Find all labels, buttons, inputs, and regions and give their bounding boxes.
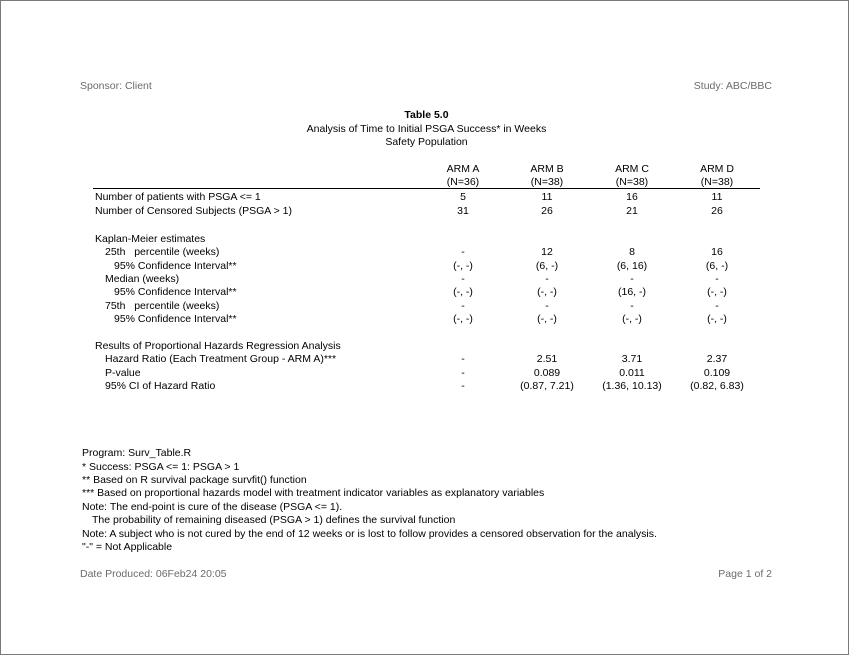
table-row [1,353,851,366]
cell-arm-a: (-, -) [453,286,473,298]
study-label: Study: ABC/BBC [693,80,772,92]
page-number: Page 1 of 2 [718,568,772,580]
cell-arm-c: (16, -) [617,286,646,298]
col-header-arm-b [507,163,587,189]
cell-arm-d: - [715,273,719,285]
cell-arm-b: (0.87, 7.21) [520,380,574,392]
col-header-n: (N=38) [530,176,564,188]
cell-arm-b: (6, -) [535,260,559,272]
row-label: Number of Censored Subjects (PSGA > 1) [95,205,292,217]
sponsor-label: Sponsor: Client [80,80,152,92]
table-title: Analysis of Time to Initial PSGA Success* in Weeks [306,123,547,135]
row-label: Hazard Ratio (Each Treatment Group - ARM A)*** [105,353,337,365]
cell-arm-c: 8 [629,246,635,258]
footnote: *** Based on proportional hazards model with treatment indicator variables as explanatory variables [82,487,545,499]
col-header-arm: ARM B [530,163,564,175]
table-row [1,300,851,313]
cell-arm-a: 5 [460,191,466,203]
col-header-n: (N=38) [615,176,649,188]
col-header-n: (N=38) [700,176,734,188]
row-label: 75th percentile (weeks) [105,300,220,312]
cell-arm-c: - [630,273,634,285]
cell-arm-a: (-, -) [453,313,473,325]
row-label: 95% CI of Hazard Ratio [105,380,216,392]
cell-arm-a: (-, -) [453,260,473,272]
cell-arm-a: - [461,246,465,258]
row-label: Number of patients with PSGA <= 1 [95,191,261,203]
table-row [1,380,851,393]
col-header-arm-d [677,163,757,189]
table-row [1,246,851,259]
table-row [1,286,851,299]
cell-arm-b: 2.51 [536,353,558,365]
cell-arm-a: - [461,353,465,365]
cell-arm-d: 0.109 [703,367,731,379]
cell-arm-c: - [630,300,634,312]
header-rule [93,188,760,189]
cell-arm-d: (6, -) [705,260,729,272]
cell-arm-a: - [461,380,465,392]
cell-arm-c: 16 [626,191,638,203]
section-heading [1,340,851,353]
cell-arm-c: (6, 16) [616,260,648,272]
row-label: P-value [105,367,141,379]
footnote: ** Based on R survival package survfit() function [82,474,307,486]
table-row [1,191,851,204]
cell-arm-b: 0.089 [533,367,561,379]
cell-arm-d: (0.82, 6.83) [690,380,744,392]
table-row [1,205,851,218]
row-label: Kaplan-Meier estimates [95,233,206,245]
col-header-arm: ARM C [615,163,649,175]
col-header-arm-a [423,163,503,189]
cell-arm-c: (1.36, 10.13) [602,380,662,392]
row-label: 95% Confidence Interval** [114,313,237,325]
cell-arm-a: 31 [457,205,469,217]
cell-arm-a: - [461,273,465,285]
cell-arm-b: (-, -) [537,286,557,298]
footnote: "-" = Not Applicable [82,541,173,553]
footnote: Note: A subject who is not cured by the end of 12 weeks or is lost to follow provides a censored observation for the analysis. [82,528,657,540]
cell-arm-d: 26 [711,205,723,217]
section-heading [1,233,851,246]
row-label: Results of Proportional Hazards Regression Analysis [95,340,341,352]
cell-arm-b: 11 [541,191,553,203]
table-population: Safety Population [385,136,468,148]
col-header-n: (N=36) [446,176,480,188]
row-label: Median (weeks) [105,273,180,285]
table-row [1,273,851,286]
col-header-arm: ARM D [700,163,734,175]
footnote: * Success: PSGA <= 1: PSGA > 1 [82,461,240,473]
date-produced: Date Produced: 06Feb24 20:05 [80,568,227,580]
table-row [1,367,851,380]
footnote: Note: The end-point is cure of the disease (PSGA <= 1). [82,501,343,513]
cell-arm-c: 0.011 [619,367,645,379]
cell-arm-d: 2.37 [706,353,728,365]
table-row [1,313,851,326]
table-number: Table 5.0 [404,109,449,121]
cell-arm-c: 3.71 [621,353,643,365]
cell-arm-d: 11 [711,191,723,203]
cell-arm-c: (-, -) [622,313,642,325]
row-label: 25th percentile (weeks) [105,246,220,258]
cell-arm-b: - [545,273,549,285]
cell-arm-b: 12 [541,246,553,258]
cell-arm-b: (-, -) [537,313,557,325]
row-label: 95% Confidence Interval** [114,286,237,298]
col-header-arm-c [592,163,672,189]
cell-arm-b: 26 [541,205,553,217]
cell-arm-d: (-, -) [707,286,727,298]
row-label: 95% Confidence Interval** [114,260,237,272]
footnote-program: Program: Surv_Table.R [82,447,192,459]
cell-arm-a: - [461,367,465,379]
cell-arm-d: - [715,300,719,312]
cell-arm-a: - [461,300,465,312]
footnote: The probability of remaining diseased (PSGA > 1) defines the survival function [92,514,456,526]
cell-arm-d: 16 [711,246,723,258]
table-row [1,260,851,273]
cell-arm-d: (-, -) [707,313,727,325]
cell-arm-c: 21 [626,205,638,217]
cell-arm-b: - [545,300,549,312]
col-header-arm: ARM A [446,163,480,175]
